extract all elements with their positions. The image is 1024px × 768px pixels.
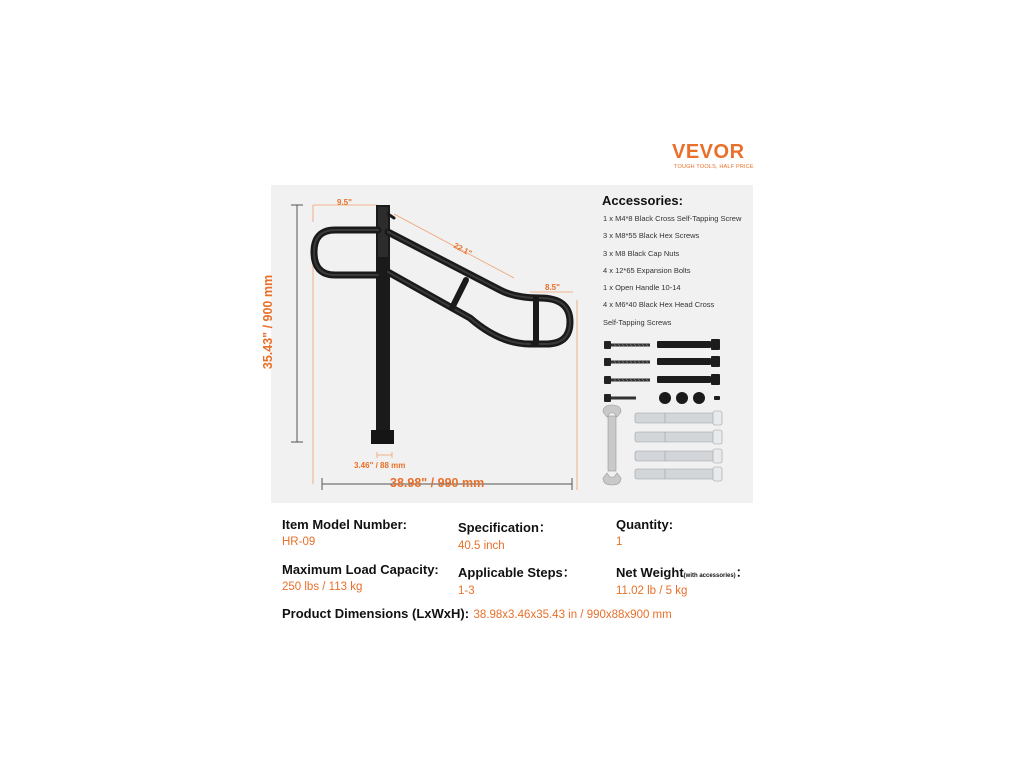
- spec-steps-label: Applicable Steps：: [458, 565, 576, 580]
- spec-weight-label-row: [616, 562, 749, 581]
- spec-quantity: [616, 517, 673, 548]
- spec-load: [282, 562, 439, 593]
- spec-model-value: HR-09: [282, 536, 316, 548]
- spec-load-value: 250 lbs / 113 kg: [282, 581, 363, 593]
- bottom-width-label: 8.5": [545, 283, 560, 292]
- brand-tagline: TOUGH TOOLS, HALF PRICE: [674, 164, 754, 170]
- accessory-item: 1 x M4*8 Black Cross Self-Tapping Screw: [603, 214, 742, 223]
- accessory-item: 1 x Open Handle 10-14: [603, 283, 681, 293]
- spec-weight: [616, 562, 749, 597]
- spec-dimensions-value: 38.98x3.46x35.43 in / 990x88x900 mm: [473, 609, 672, 621]
- self-tapping-screw-icon: [604, 341, 650, 402]
- spec-specification-value: 40.5 inch: [458, 540, 505, 552]
- spec-dimensions-label: Product Dimensions (LxWxH):: [282, 606, 470, 621]
- spec-steps: [458, 562, 576, 597]
- top-width-label: 9.5": [337, 198, 352, 207]
- base-width-label: 3.46" / 88 mm: [354, 461, 406, 470]
- accessory-item: 4 x M6*40 Black Hex Head Cross: [603, 300, 715, 310]
- accessory-item: 4 x 12*65 Expansion Bolts: [603, 265, 691, 275]
- accessory-item: Self-Tapping Screws: [603, 317, 672, 327]
- brand-name: VEVOR: [672, 141, 745, 163]
- cap-nut-icon: [659, 392, 705, 404]
- spec-quantity-value: 1: [616, 536, 623, 548]
- spec-weight-colon: ：: [735, 565, 749, 580]
- open-wrench-icon: [603, 405, 621, 485]
- accessory-item: 3 x M8*55 Black Hex Screws: [603, 231, 700, 241]
- spec-weight-label: Net Weight: [616, 565, 684, 580]
- spec-quantity-label: Quantity:: [616, 517, 674, 532]
- spec-weight-note: (with accessories): [683, 573, 736, 579]
- spec-model-label: Item Model Number:: [282, 517, 407, 532]
- spec-specification-label: Specification：: [458, 520, 552, 535]
- spec-specification: [458, 517, 552, 552]
- accessory-item: 3 x M8 Black Cap Nuts: [603, 248, 680, 258]
- accessories-title: Accessories:: [602, 193, 683, 208]
- expansion-bolt-icon: [635, 411, 722, 481]
- overall-length-label: 38.98" / 990 mm: [390, 476, 485, 490]
- spec-weight-value: 11.02 lb / 5 kg: [616, 585, 688, 597]
- spec-dimensions: [282, 605, 672, 623]
- diagonal-length-label: 22.1": [452, 240, 474, 259]
- spec-model: [282, 517, 407, 548]
- hex-screw-icon: [657, 339, 720, 400]
- spec-load-label: Maximum Load Capacity:: [282, 562, 439, 577]
- spec-steps-value: 1-3: [458, 585, 475, 597]
- height-label: 35.43" / 900 mm: [261, 274, 276, 370]
